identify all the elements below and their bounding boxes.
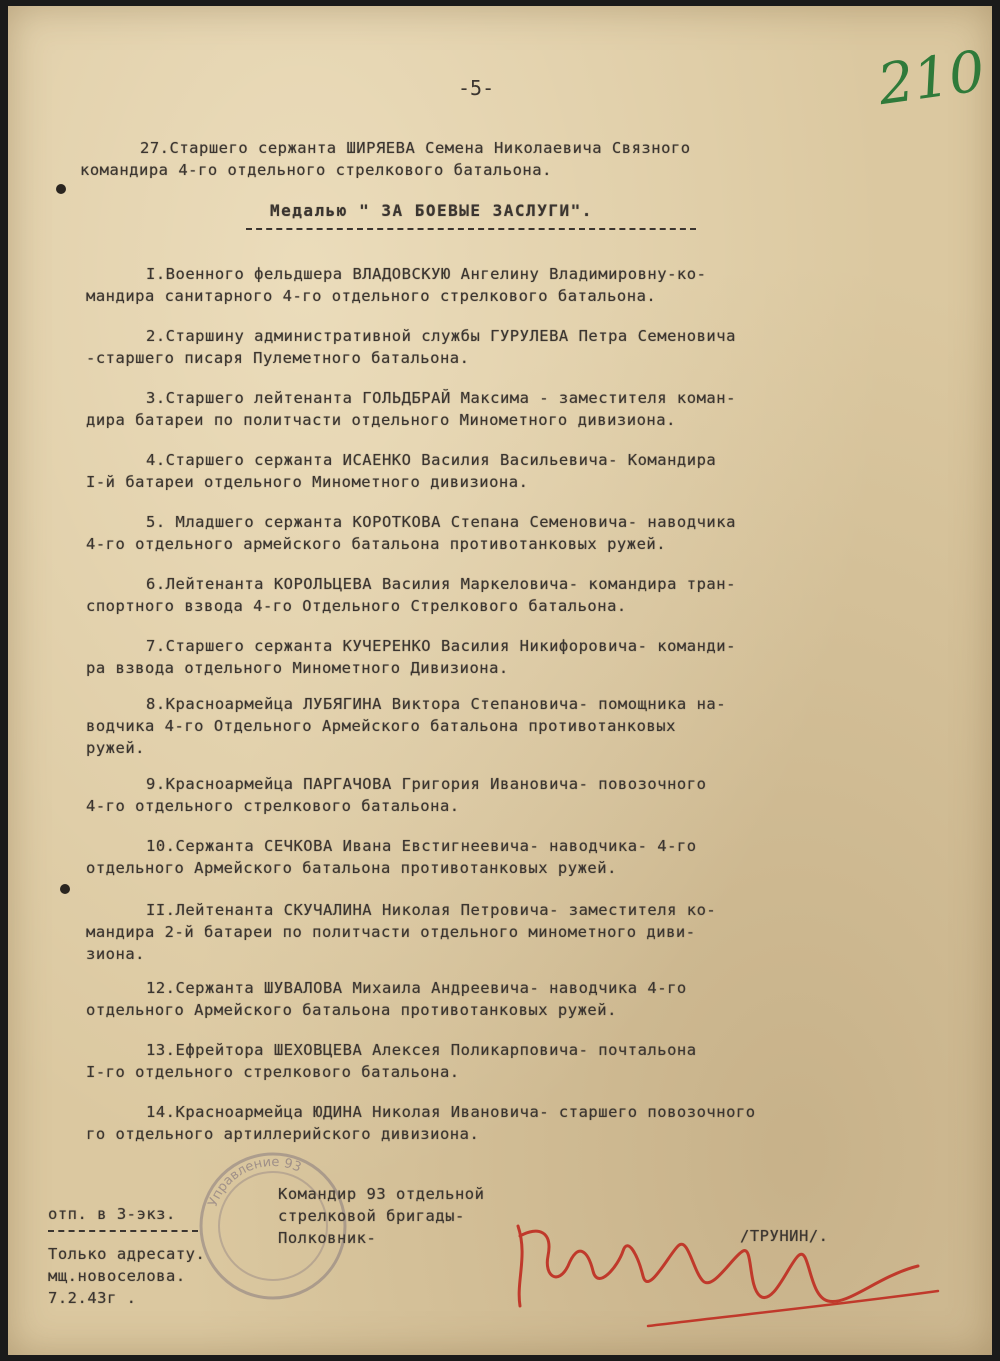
award-entry-line: 13.Ефрейтора ШЕХОВЦЕВА Алексея Поликарповича- почтальона — [146, 1041, 697, 1059]
award-entry-line: 4-го отдельного армейского батальона противотанковых ружей. — [86, 535, 667, 553]
award-entry-line: I-го отдельного стрелкового батальона. — [86, 1063, 460, 1081]
award-entry-line: дира батареи по политчасти отдельного Минометного дивизиона. — [86, 411, 676, 429]
svg-text:Управление 93: Управление 93 — [205, 1154, 304, 1209]
footer-addressee: Только адресату. — [48, 1245, 206, 1263]
footer-copies: отп. в 3-экз. — [48, 1205, 176, 1223]
signature-title-line-1: Командир 93 отдельной — [278, 1185, 485, 1203]
award-entry-line: 6.Лейтенанта КОРОЛЬЦЕВА Василия Маркеловича- командира тран- — [146, 575, 736, 593]
award-entry-line: 8.Красноармейца ЛУБЯГИНА Виктора Степановича- помощника на- — [146, 695, 727, 713]
page-number: -5- — [458, 76, 495, 100]
award-entry-line: 4.Старшего сержанта ИСАЕНКО Василия Васильевича- Командира — [146, 451, 717, 469]
signature-rank: Полковник- — [278, 1229, 377, 1247]
footer-typist: мщ.новоселова. — [48, 1267, 186, 1285]
award-entry-line: -старшего писаря Пулеметного батальона. — [86, 349, 470, 367]
award-entry-line: I-й батареи отдельного Минометного дивизиона. — [86, 473, 529, 491]
intro-line-1: 27.Старшего сержанта ШИРЯЕВА Семена Николаевича Связного — [140, 139, 691, 157]
award-entry-line: I.Военного фельдшера ВЛАДОВСКУЮ Ангелину Владимировну-ко- — [146, 265, 707, 283]
heading-underline — [246, 228, 696, 230]
award-entry-line: II.Лейтенанта СКУЧАЛИНА Николая Петровича- заместителя ко- — [146, 901, 717, 919]
award-heading: Медалью " ЗА БОЕВЫЕ ЗАСЛУГИ". — [270, 201, 593, 220]
award-entry-line: 7.Старшего сержанта КУЧЕРЕНКО Василия Никифоровича- команди- — [146, 637, 736, 655]
award-entry-line: 9.Красноармейца ПАРГАЧОВА Григория Ивановича- повозочного — [146, 775, 707, 793]
award-entry-line: 4-го отдельного стрелкового батальона. — [86, 797, 460, 815]
award-entry-line: водчика 4-го Отдельного Армейского батальона противотанковых — [86, 717, 676, 735]
handwritten-page-number: 210 — [873, 38, 989, 119]
award-entry-line: зиона. — [86, 945, 145, 963]
intro-line-2: командира 4-го отдельного стрелкового батальона. — [80, 161, 552, 179]
award-entry-line: мандира санитарного 4-го отдельного стрелкового батальона. — [86, 287, 657, 305]
footer-date: 7.2.43г . — [48, 1289, 137, 1307]
award-entry-line: 3.Старшего лейтенанта ГОЛЬДБРАЙ Максима - заместителя коман- — [146, 389, 736, 407]
handwritten-signature — [498, 1196, 958, 1346]
award-entry-line: спортного взвода 4-го Отдельного Стрелкового батальона. — [86, 597, 627, 615]
award-entry-line: 14.Красноармейца ЮДИНА Николая Ивановича- старшего повозочного — [146, 1103, 756, 1121]
award-entry-line: 10.Сержанта СЕЧКОВА Ивана Евстигнеевича- наводчика- 4-го — [146, 837, 697, 855]
award-entry-line: 5. Младшего сержанта КОРОТКОВА Степана Семеновича- наводчика — [146, 513, 736, 531]
footer-divider — [48, 1230, 198, 1232]
award-entry-line: ра взвода отдельного Минометного Дивизиона. — [86, 659, 509, 677]
award-entry-line: го отдельного артиллерийского дивизиона. — [86, 1125, 480, 1143]
award-entry-line: мандира 2-й батареи по политчасти отдельного минометного диви- — [86, 923, 696, 941]
award-entry-line: ружей. — [86, 739, 145, 757]
award-entry-line: отдельного Армейского батальона противотанковых ружей. — [86, 859, 617, 877]
punch-hole — [56, 184, 66, 194]
signatory-name: /ТРУНИН/. — [740, 1227, 829, 1245]
document-page — [8, 6, 992, 1355]
award-entry-line: 12.Сержанта ШУВАЛОВА Михаила Андреевича- наводчика 4-го — [146, 979, 687, 997]
award-entry-line: 2.Старшину административной службы ГУРУЛЕВА Петра Семеновича — [146, 327, 736, 345]
signature-title-line-2: стрелковой бригады- — [278, 1207, 465, 1225]
punch-hole — [60, 884, 70, 894]
award-entry-line: отдельного Армейского батальона противотанковых ружей. — [86, 1001, 617, 1019]
